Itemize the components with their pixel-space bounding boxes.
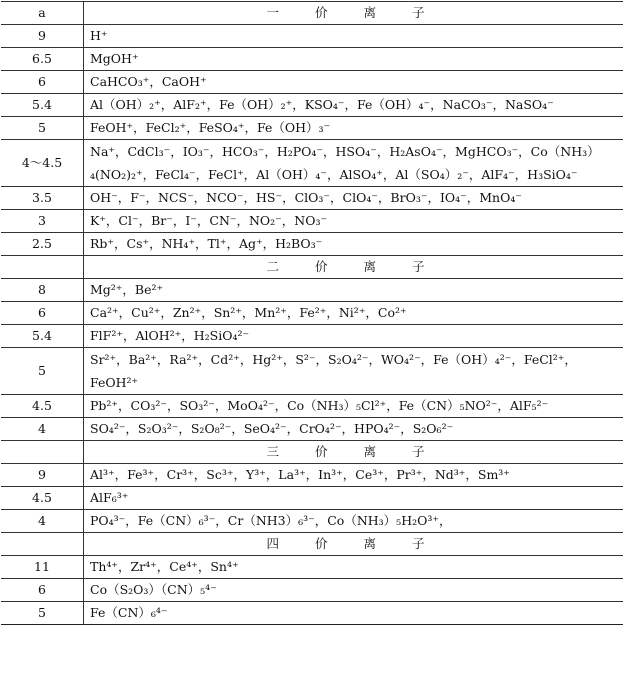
ions-cell: Rb⁺，Cs⁺，NH₄⁺，Tl⁺，Ag⁺，H₂BO₃⁻ [84, 233, 624, 256]
ions-cell: K⁺，Cl⁻，Br⁻，I⁻，CN⁻，NO₂⁻，NO₃⁻ [84, 210, 624, 233]
a-value-cell: 5.4 [1, 325, 84, 348]
column-header-a: a [1, 2, 84, 25]
table-row [1, 487, 623, 510]
a-value-cell: 5 [1, 117, 84, 140]
ions-cell: Sr²⁺，Ba²⁺，Ra²⁺，Cd²⁺，Hg²⁺，S²⁻，S₂O₄²⁻，WO₄²⁻，Fe（OH）₄²⁻，FeCl²⁺，FeOH²⁺ [84, 348, 624, 395]
section-title-cell: 二 价 离 子 [84, 256, 624, 279]
table-row [1, 25, 623, 48]
ions-cell: MgOH⁺ [84, 48, 624, 71]
table-row [1, 395, 623, 418]
ions-cell: CaHCO₃⁺，CaOH⁺ [84, 71, 624, 94]
ions-cell: Fe（CN）₆⁴⁻ [84, 602, 624, 625]
table-row [1, 233, 623, 256]
ions-cell: FlF²⁺，AlOH²⁺，H₂SiO₄²⁻ [84, 325, 624, 348]
column-header-ions: 一 价 离 子 [84, 2, 624, 25]
a-value-cell: 9 [1, 464, 84, 487]
a-value-cell [1, 256, 84, 279]
a-value-cell: 4～4.5 [1, 140, 84, 187]
ions-cell: OH⁻，F⁻，NCS⁻，NCO⁻，HS⁻，ClO₃⁻，ClO₄⁻，BrO₃⁻，IO₄⁻，MnO₄⁻ [84, 187, 624, 210]
a-value-cell: 4.5 [1, 487, 84, 510]
a-value-cell: 6.5 [1, 48, 84, 71]
a-value-cell: 6 [1, 302, 84, 325]
a-value-cell: 6 [1, 71, 84, 94]
ions-cell: Co（S₂O₃）（CN）₅⁴⁻ [84, 579, 624, 602]
section-header-row [1, 256, 623, 279]
a-value-cell: 4.5 [1, 395, 84, 418]
table-row [1, 71, 623, 94]
table-row [1, 418, 623, 441]
a-value-cell: 6 [1, 579, 84, 602]
a-value-cell: 8 [1, 279, 84, 302]
table-row [1, 48, 623, 71]
ions-cell: PO₄³⁻，Fe（CN）₆³⁻，Cr（NH3）₆³⁻，Co（NH₃）₅H₂O³⁺， [84, 510, 624, 533]
a-value-cell: 4 [1, 418, 84, 441]
a-value-cell [1, 533, 84, 556]
table-row [1, 579, 623, 602]
a-value-cell [1, 441, 84, 464]
table-row [1, 140, 623, 187]
ions-cell: Pb²⁺，CO₃²⁻，SO₃²⁻，MoO₄²⁻，Co（NH₃）₅Cl²⁺，Fe（CN）₅NO²⁻，AlF₅²⁻ [84, 395, 624, 418]
a-value-cell: 5 [1, 348, 84, 395]
ions-cell: FeOH⁺，FeCl₂⁺，FeSO₄⁺，Fe（OH）₃⁻ [84, 117, 624, 140]
ions-cell: Al³⁺，Fe³⁺，Cr³⁺，Sc³⁺，Y³⁺，La³⁺，In³⁺，Ce³⁺，Pr³⁺，Nd³⁺，Sm³⁺ [84, 464, 624, 487]
table-row [1, 117, 623, 140]
section-header-row [1, 533, 623, 556]
ion-size-table [1, 1, 623, 625]
a-value-cell: 3.5 [1, 187, 84, 210]
ions-cell: H⁺ [84, 25, 624, 48]
a-value-cell: 11 [1, 556, 84, 579]
table-row [1, 556, 623, 579]
section-title-cell: 三 价 离 子 [84, 441, 624, 464]
a-value-cell: 5.4 [1, 94, 84, 117]
ions-cell: Na⁺，CdCl₃⁻，IO₃⁻，HCO₃⁻，H₂PO₄⁻，HSO₄⁻，H₂AsO₄⁻，MgHCO₃⁻，Co（NH₃）₄(NO₂)₂⁺，FeCl₄⁻，FeCl⁺，Al（OH）₄⁻，AlSO₄⁺，Al（SO₄）₂⁻，AlF₄⁻，H₃SiO₄⁻ [84, 140, 624, 187]
a-value-cell: 3 [1, 210, 84, 233]
table-row [1, 325, 623, 348]
table-row [1, 510, 623, 533]
table-row [1, 210, 623, 233]
ions-cell: Mg²⁺，Be²⁺ [84, 279, 624, 302]
table-row [1, 302, 623, 325]
ion-size-table-body [1, 2, 623, 625]
table-row [1, 187, 623, 210]
table-row [1, 348, 623, 395]
ions-cell: Al（OH）₂⁺，AlF₂⁺，Fe（OH）₂⁺，KSO₄⁻，Fe（OH）₄⁻，NaCO₃⁻，NaSO₄⁻ [84, 94, 624, 117]
table-row [1, 279, 623, 302]
table-row [1, 464, 623, 487]
table-row [1, 602, 623, 625]
a-value-cell: 2.5 [1, 233, 84, 256]
a-value-cell: 5 [1, 602, 84, 625]
ions-cell: AlF₆³⁺ [84, 487, 624, 510]
ions-cell: Ca²⁺，Cu²⁺，Zn²⁺，Sn²⁺，Mn²⁺，Fe²⁺，Ni²⁺，Co²⁺ [84, 302, 624, 325]
table-row [1, 94, 623, 117]
a-value-cell: 4 [1, 510, 84, 533]
section-header-row [1, 441, 623, 464]
a-value-cell: 9 [1, 25, 84, 48]
section-title-cell: 四 价 离 子 [84, 533, 624, 556]
ions-cell: SO₄²⁻，S₂O₃²⁻，S₂O₈²⁻，SeO₄²⁻，CrO₄²⁻，HPO₄²⁻，S₂O₆²⁻ [84, 418, 624, 441]
table-header-row [1, 2, 623, 25]
ions-cell: Th⁴⁺，Zr⁴⁺，Ce⁴⁺，Sn⁴⁺ [84, 556, 624, 579]
